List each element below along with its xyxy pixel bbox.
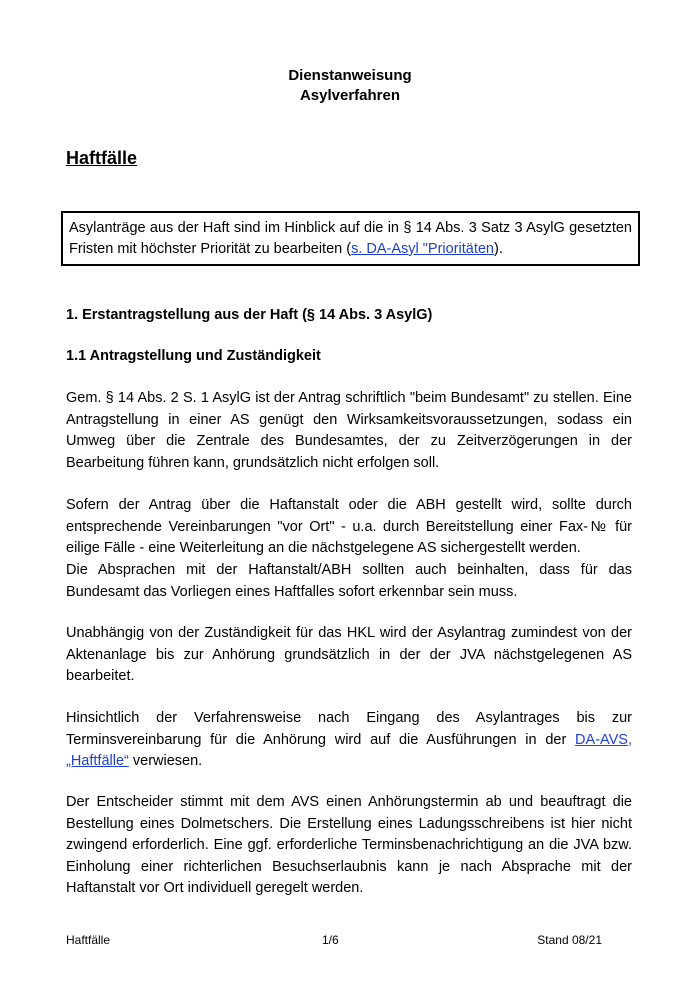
heading-1: 1. Erstantragstellung aus der Haft (§ 14 Abs. 3 AsylG) <box>66 307 433 323</box>
title-line-2: Asylverfahren <box>299 87 401 104</box>
heading-1-1: 1.1 Antragstellung und Zuständigkeit <box>66 348 321 364</box>
paragraph-6: Der Entscheider stimmt mit dem AVS einen Anhörungstermin ab und beauftragt die Bestellung eines Dolmetschers. Die Erstellung eines Ladungsschreibens ist hier nicht zwingend erforderlich. Eine ggf. erforderliche Terminsbenachrichtigung an die JVA bzw. Einholung einer richterlichen Besuchserlaubnis kann je nach Absprache mit der Haftanstalt vor Ort individuell geregelt werden. <box>66 794 632 896</box>
paragraph-1: Gem. § 14 Abs. 2 S. 1 AsylG ist der Antrag schriftlich "beim Bundesamt" zu stellen. Eine Antragstellung in einer AS genügt den Wirksamkeitsvoraussetzungen, sodass ein Umweg über die Zentrale des Bundesamtes, der zu Zeitverzögerungen in der Bearbeitung führen kann, grundsätzlich nicht erfolgen soll. <box>66 390 632 471</box>
paragraph-3: Die Absprachen mit der Haftanstalt/ABH sollten auch beinhalten, dass für das Bundesamt das Vorliegen eines Haftfalles sofort erkennbar sein muss. <box>66 562 632 600</box>
paragraph-2: Sofern der Antrag über die Haftanstalt oder die ABH gestellt wird, sollte durch entsprechende Vereinbarungen "vor Ort" - u.a. durch Bereitstellung einer Fax-№ für eilige Fälle - eine Weiterleitung an die nächstgelegene AS sichergestellt werden. <box>66 497 632 556</box>
priorities-link[interactable]: s. DA-Asyl "Prioritäten <box>351 241 494 257</box>
paragraph-4: Unabhängig von der Zuständigkeit für das HKL wird der Asylantrag zumindest von der Aktenanlage bis zur Anhörung grundsätzlich in der der JVA nächstgelegenen AS bearbeitet. <box>66 625 632 684</box>
title-line-1: Dienstanweisung <box>288 67 412 84</box>
paragraph-5-end: verwiesen. <box>128 753 203 769</box>
paragraph-5-text: Hinsichtlich der Verfahrensweise nach Eingang des Asylantrages bis zur Terminsvereinbarung für die Anhörung wird auf die Ausführungen in der <box>66 710 632 748</box>
da-avs-haftfaelle-link[interactable]: DA-AVS, „Haftfälle“ <box>66 731 632 769</box>
footer-title: Haftfälle <box>66 933 111 947</box>
document-title <box>0 66 700 106</box>
paragraph-5 <box>66 708 632 773</box>
section-title: Haftfälle <box>66 148 138 168</box>
footer-page-number: 1/6 <box>322 933 339 947</box>
notice-text-end: ). <box>494 241 503 257</box>
notice-text: Asylanträge aus der Haft sind im Hinblick auf die in § 14 Abs. 3 Satz 3 AsylG gesetzten Fristen mit höchster Priorität zu bearbeiten ( <box>69 220 632 257</box>
priority-notice-box <box>61 211 640 266</box>
footer-version: Stand 08/21 <box>537 933 602 947</box>
